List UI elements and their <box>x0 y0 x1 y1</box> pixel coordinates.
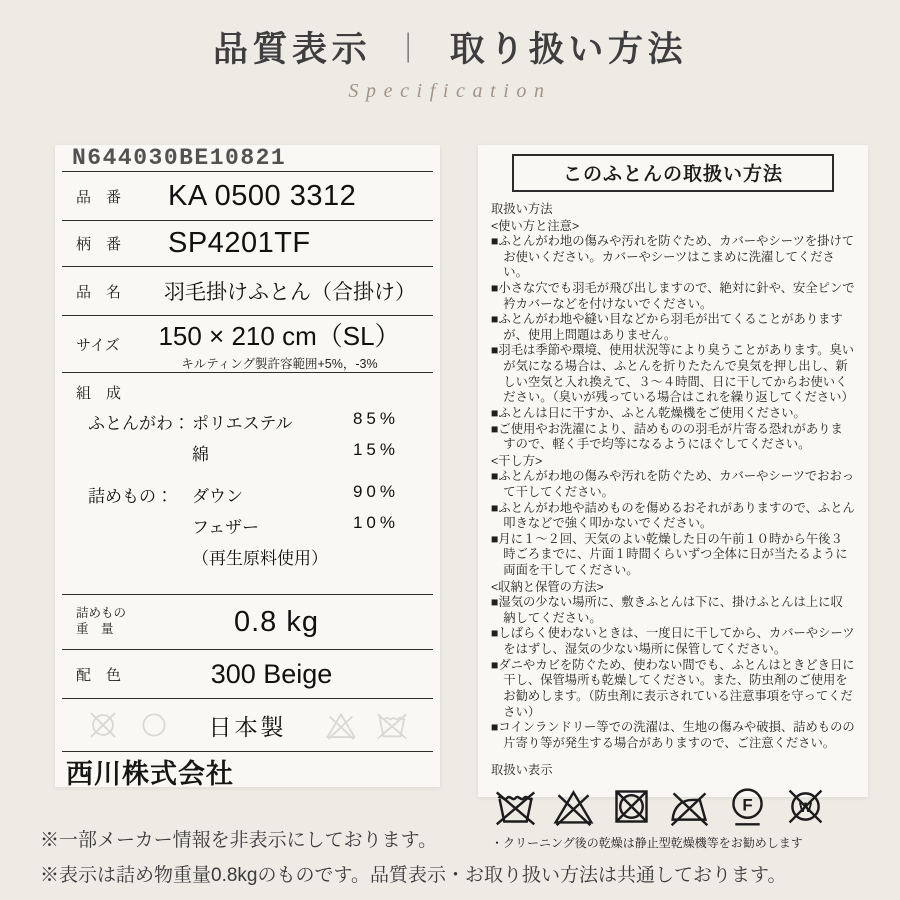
care-item: ■湿気の少ない場所に、敷きふとんは下に、掛けふとんは上に収納してください。 <box>491 595 843 625</box>
lot-stamp-row <box>62 145 433 172</box>
title-divider: ｜ <box>393 33 428 66</box>
do-not-tumble-dry-icon <box>609 784 654 829</box>
ghost-circle-icon <box>137 708 171 742</box>
row-product-name <box>62 267 433 316</box>
fill-weight-label-line2: 重 量 <box>76 622 114 636</box>
dry-clean-petroleum-icon <box>725 784 770 829</box>
composition-percent: 15% <box>352 440 399 459</box>
composition-line <box>62 440 433 465</box>
care-item: ■ふとんがわ地の傷みや汚れを防ぐため、カバーやシーツを掛けてお使いください。カバーやシーツはこまめに洗濯してください。 <box>491 234 855 280</box>
composition-line <box>62 513 433 538</box>
care-subheading-drying: <干し方> <box>491 453 543 468</box>
ghost-do-not-bleach-icon <box>324 708 358 742</box>
row-part-number <box>62 172 433 221</box>
part-number-value: KA 0500 3312 <box>168 179 357 212</box>
color-label: 配 色 <box>76 666 122 684</box>
pattern-number-value: SP4201TF <box>168 227 311 259</box>
composition-material: ポリエステル <box>192 414 293 433</box>
composition-percent: 10% <box>352 513 399 532</box>
composition-line <box>62 482 433 507</box>
care-subheading-storage: <収納と保管の方法> <box>491 579 604 594</box>
composition-category: ふとんがわ： <box>88 414 190 433</box>
manufacturer-name: 西川株式会社 <box>66 759 234 789</box>
care-item: ■しばらく使わないときは、一度日に干してから、カバーやシーツをはずし、湿気の少ない場所に保管してください。 <box>491 626 855 657</box>
composition-material: 綿 <box>192 445 209 464</box>
ghost-do-not-wash-icon <box>375 708 409 742</box>
product-name-label: 品 名 <box>76 283 122 301</box>
footnote-line: ※表示は詰め物重量0.8kgのものです。品質表示・お取り扱い方法は共通しております。 <box>40 865 787 887</box>
care-symbols-heading: 取扱い表示 <box>491 763 553 778</box>
composition-line <box>62 544 433 569</box>
care-item: ■ふとんがわ地や詰めものを傷めるおそれがありますので、ふとん叩きなどで強く叩かないでください。 <box>491 500 855 531</box>
do-not-wash-icon <box>493 784 538 829</box>
size-label: サイズ <box>76 336 120 354</box>
do-not-iron-icon <box>667 784 712 829</box>
composition-category <box>88 544 192 569</box>
part-number-label: 品 番 <box>76 188 122 206</box>
composition-percent: 85% <box>352 409 399 428</box>
row-pattern-number <box>62 221 433 267</box>
care-title-box: このふとんの取扱い方法 <box>512 154 834 192</box>
row-composition <box>62 373 433 595</box>
composition-category <box>88 513 192 538</box>
care-item: ■羽毛は季節や環境、使用状況等により臭うことがあります。臭いが気になる場合は、ふとんを折りたたんで臭気を押し出し、新しい空気と入れ換えて、３～４時間、日に干してからお使いください。（臭いが残っている場合はこれを繰り返してください） <box>491 343 855 405</box>
wet-clean-letter: W <box>798 799 813 816</box>
fill-weight-label-line1: 詰めもの <box>76 606 127 621</box>
size-value-block <box>150 316 433 372</box>
composition-material: フェザー <box>192 518 260 537</box>
care-item: ■コインランドリー等での洗濯は、生地の傷みや破損、詰めものの片寄り等が発生する場合がありますので、ご注意ください。 <box>491 720 855 750</box>
composition-material: （再生原料使用） <box>192 549 328 568</box>
care-item: ■月に１～２回、天気のよい乾燥した日の午前１０時から午後３時ごろまでに、片面１時間くらいずつ全体に日が当たるように両面を干してください。 <box>491 531 848 578</box>
care-item: ■ふとんがわ地や縫い目などから羽毛が出てくることがありますが、使用上問題はありません。 <box>491 312 843 342</box>
page-title-left: 品質表示 <box>212 30 372 69</box>
page-header <box>0 0 900 103</box>
product-name-value: 羽毛掛けふとん（合掛け） <box>164 281 416 304</box>
fill-weight-label <box>62 606 150 637</box>
dry-clean-letter: F <box>742 795 753 815</box>
do-not-bleach-icon <box>551 784 596 829</box>
quality-label-card <box>55 145 440 787</box>
composition-line <box>62 409 433 434</box>
page-title <box>0 26 900 74</box>
size-value: 150 × 210 cm（SL） <box>158 321 401 351</box>
row-origin <box>62 699 433 752</box>
composition-material: ダウン <box>192 487 243 506</box>
composition-category <box>88 440 192 465</box>
care-symbols-row <box>491 784 855 829</box>
care-item: ■小さな穴でも羽毛が飛び出しますので、絶対に針や、安全ピンで衿カバーなどを付けないでください。 <box>491 281 855 311</box>
composition-category: 詰めもの： <box>88 487 173 506</box>
page-title-right: 取り扱い方法 <box>449 30 688 69</box>
care-subheading-usage: <使い方と注意> <box>491 218 580 233</box>
footnote-line: ※一部メーカー情報を非表示にしております。 <box>40 830 438 851</box>
row-color <box>62 650 433 699</box>
pattern-number-label: 柄 番 <box>76 236 122 253</box>
do-not-wet-clean-icon <box>783 784 828 829</box>
origin-value: 日本製 <box>208 713 287 740</box>
row-manufacturer <box>62 752 433 791</box>
color-value: 300 Beige <box>210 658 333 689</box>
row-size <box>62 316 433 373</box>
care-item: ■ふとんは日に干すか、ふとん乾燥機をご使用ください。 <box>491 405 806 420</box>
care-symbols-note: ・クリーニング後の乾燥は静止型乾燥機等をお勧めします <box>491 836 803 851</box>
row-fill-weight <box>62 595 433 650</box>
composition-label: 組 成 <box>76 385 122 402</box>
care-item: ■ダニやカビを防ぐため、使わない間でも、ふとんはときどき日に干し、保管場所も乾燥してください。また、防虫剤のご使用をお勧めします。（防虫剤に表示されている注意事項を守ってください） <box>491 657 855 719</box>
ghost-do-not-wet-clean-icon <box>86 708 120 742</box>
size-tolerance-note: キルティング製許容範囲+5%，-3% <box>181 357 378 371</box>
lot-stamp: N644030BE10821 <box>72 145 287 171</box>
page-subtitle: Specification <box>348 80 552 102</box>
care-item: ■ふとんがわ地の傷みや汚れを防ぐため、カバーやシーツでおおって干してください。 <box>491 469 855 499</box>
care-body <box>491 202 855 751</box>
care-heading: 取扱い方法 <box>491 202 553 216</box>
care-label-card <box>478 145 868 851</box>
fill-weight-value: 0.8 kg <box>234 605 319 638</box>
care-item: ■ご使用やお洗濯により、詰めものの羽毛が片寄る恐れがありますので、軽く手で均等になるようにほぐしてください。 <box>491 421 843 452</box>
composition-percent: 90% <box>352 482 399 501</box>
